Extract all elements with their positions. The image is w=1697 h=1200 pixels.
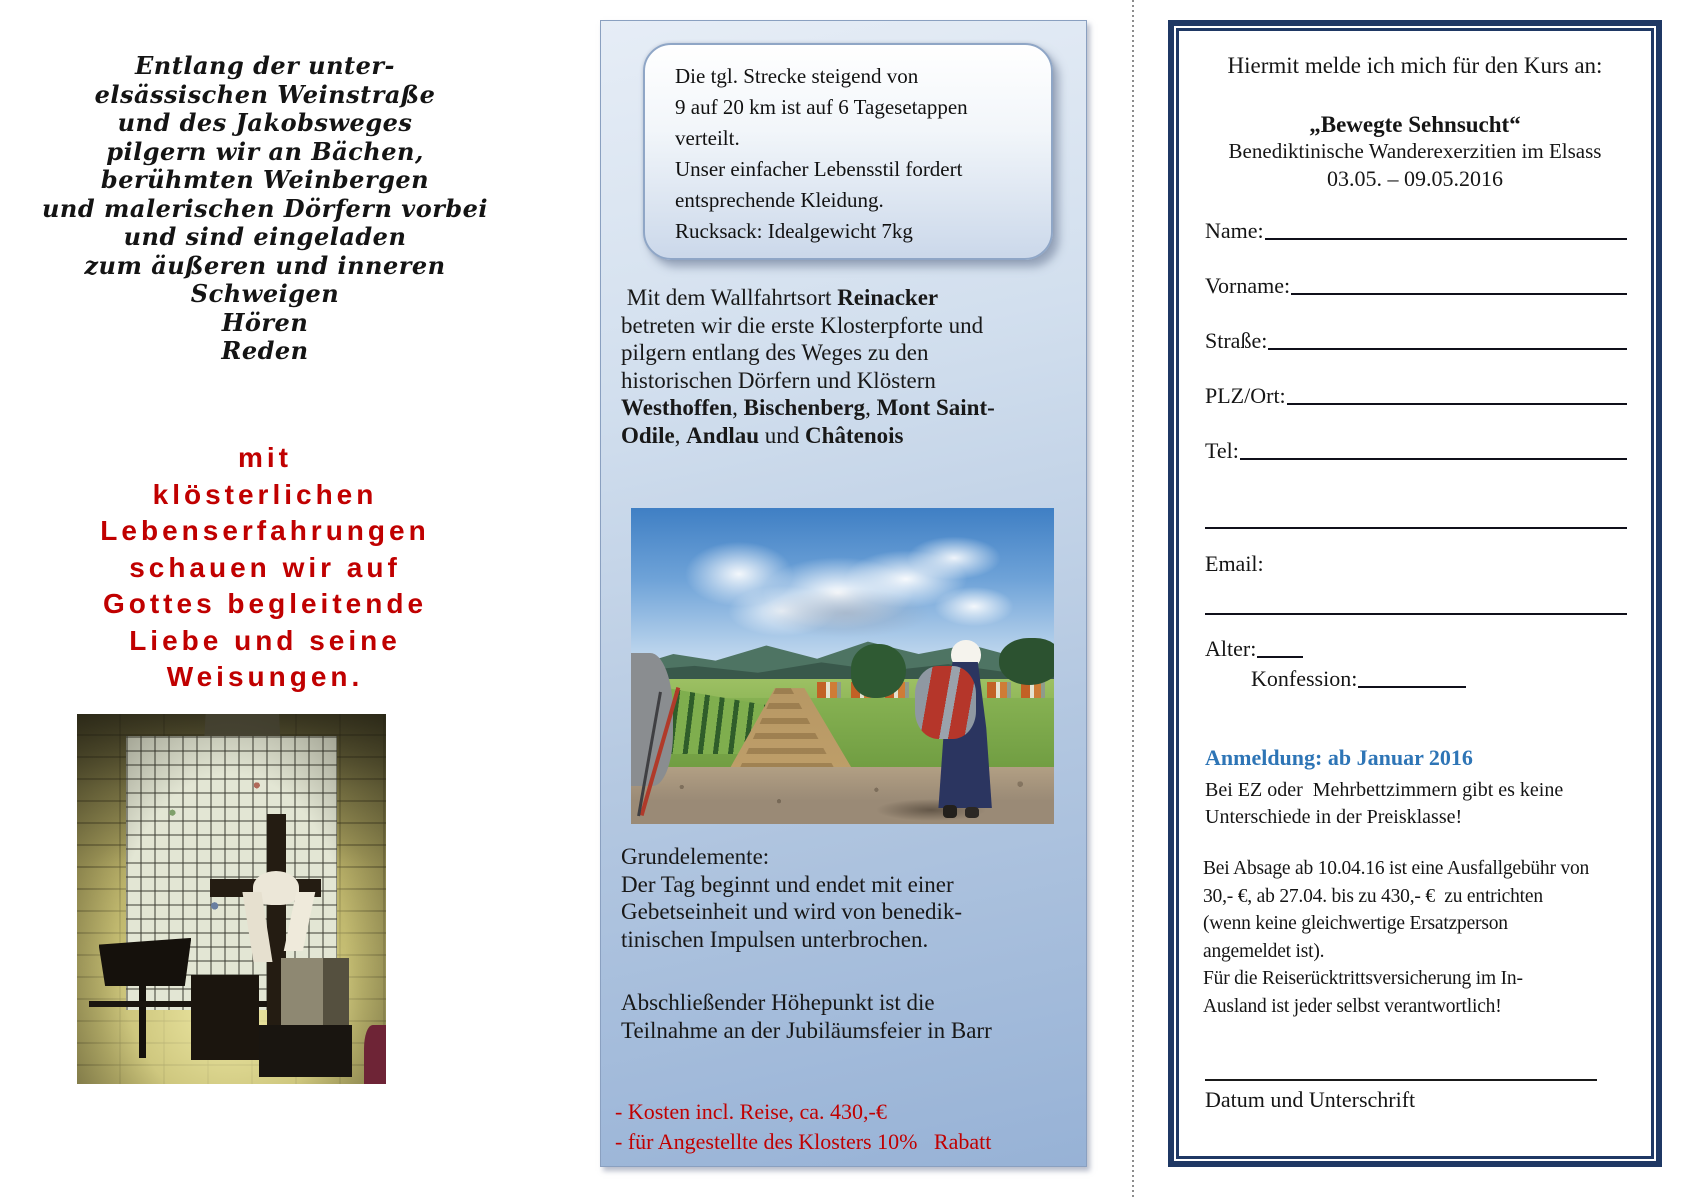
pilgrimage-intro-paragraph: Mit dem Wallfahrtsort Reinacker betreten wir die erste Klosterpforte und pilgern entlang des Weges zu den historischen Dörfern und Klöstern Westhoffen, Bischenberg, Mont Saint- Odile, Andlau und Châtenois	[621, 285, 995, 448]
iron-lectern	[99, 938, 192, 986]
registration-form	[1168, 20, 1662, 1167]
field-alter	[1205, 633, 1335, 662]
blank-line-1	[1205, 527, 1627, 529]
church-interior-photo	[77, 714, 386, 1084]
field-plz-ort-line	[1287, 403, 1627, 405]
route-info-box	[643, 43, 1053, 260]
field-konfession-line	[1358, 686, 1466, 688]
field-name-line	[1265, 238, 1627, 240]
field-email-label: Email:	[1205, 551, 1264, 576]
form-fields	[1205, 215, 1627, 490]
intro-verse: Entlang der unter- elsässischen Weinstraße und des Jakobsweges pilgern wir an Bächen, berühmten Weinbergen und malerischen Dörfern vorbei und sind eingeladen zum äußeren und inneren Schweigen Hören Reden	[41, 51, 489, 365]
field-name	[1205, 215, 1627, 244]
field-alter-label: Alter:	[1205, 636, 1257, 661]
signature-line	[1205, 1079, 1597, 1081]
course-subtitle: Benediktinische Wanderexerzitien im Elsass	[1228, 139, 1602, 163]
hoehepunkt-paragraph: Abschließender Höhepunkt ist die Teilnahme an der Jubiläumsfeier in Barr	[621, 990, 992, 1043]
nun-pilgrim	[910, 634, 1020, 817]
signature-label: Datum und Unterschrift	[1205, 1087, 1416, 1112]
altar-flowers	[77, 1047, 386, 1084]
field-konfession-label: Konfession:	[1251, 666, 1358, 691]
registration-form-inner	[1176, 28, 1654, 1159]
backpack	[915, 666, 977, 739]
field-plz-ort-label: PLZ/Ort:	[1205, 383, 1286, 408]
field-vorname	[1205, 270, 1627, 299]
fold-line	[1132, 0, 1134, 1200]
field-tel-label: Tel:	[1205, 438, 1239, 463]
shoe	[965, 807, 979, 818]
tree	[851, 644, 906, 698]
middle-panel	[600, 20, 1087, 1167]
mission-statement: mit klösterlichen Lebenserfahrungen schauen wir auf Gottes begleitende Liebe und seine Weisungen.	[100, 442, 430, 692]
anmeldung-heading: Anmeldung: ab Januar 2016	[1205, 745, 1473, 770]
field-strasse-line	[1268, 348, 1627, 350]
price-note: Bei EZ oder Mehrbettzimmern gibt es keine Unterschiede in der Preisklasse!	[1205, 779, 1564, 828]
field-strasse	[1205, 325, 1627, 354]
cancellation-terms: Bei Absage ab 10.04.16 ist eine Ausfallgebühr von 30,- €, ab 27.04. bis zu 430,- € zu entrichten (wenn keine gleichwertige Ersatzperson angemeldet ist). Für die Reiserücktrittsversicherung im In- Ausland ist jeder selbst verantwortlich!	[1203, 858, 1590, 1017]
field-plz-ort	[1205, 380, 1627, 409]
field-konfession	[1251, 663, 1501, 692]
pilgrims-landscape-photo	[631, 508, 1054, 824]
field-alter-line	[1257, 656, 1303, 658]
course-title: „Bewegte Sehnsucht“	[1309, 112, 1521, 137]
blank-line-2	[1205, 613, 1627, 615]
photo-corner-shape	[364, 1025, 386, 1084]
route-info-text: Die tgl. Strecke steigend von 9 auf 20 km ist auf 6 Tagesetappen verteilt. Unser einfacher Lebensstil fordert entsprechende Kleidung. Rucksack: Idealgewicht 7kg	[675, 64, 968, 243]
course-title-block	[1179, 111, 1651, 192]
shoe	[943, 805, 957, 818]
field-vorname-label: Vorname:	[1205, 273, 1291, 298]
form-heading: Hiermit melde ich mich für den Kurs an:	[1227, 53, 1603, 78]
field-name-label: Name:	[1205, 218, 1264, 243]
field-vorname-line	[1291, 293, 1627, 295]
field-tel	[1205, 435, 1627, 464]
course-dates: 03.05. – 09.05.2016	[1327, 166, 1503, 191]
cost-note: - Kosten incl. Reise, ca. 430,-€ - für Angestellte des Klosters 10% Rabatt	[615, 1099, 992, 1154]
field-strasse-label: Straße:	[1205, 328, 1268, 353]
grundelemente-paragraph: Grundelemente: Der Tag beginnt und endet mit einer Gebetseinheit und wird von benedik- tinischen Impulsen unterbrochen.	[621, 844, 963, 952]
field-tel-line	[1240, 458, 1627, 460]
